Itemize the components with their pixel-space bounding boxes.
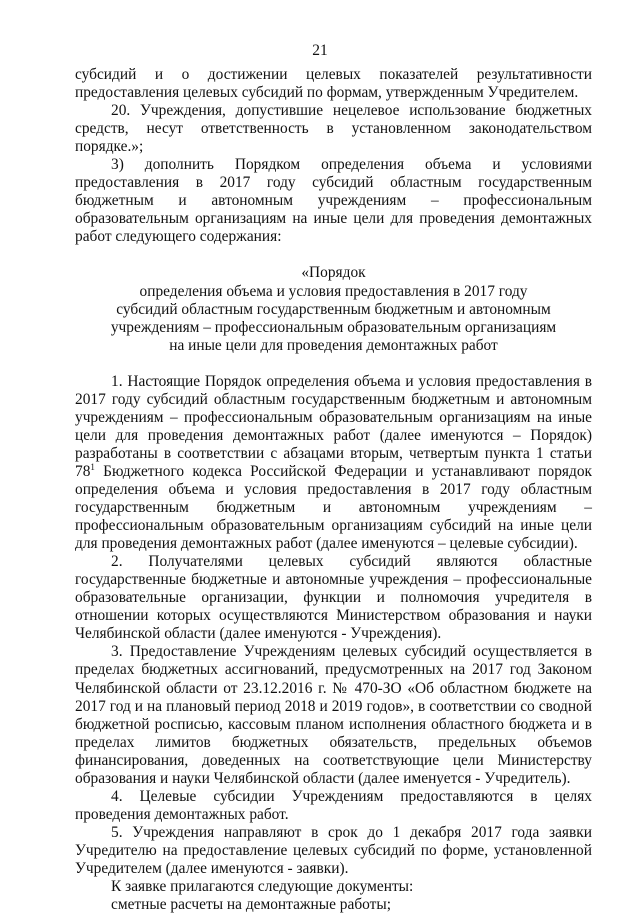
title-line-3: субсидий областным государственным бюджетным и автономным [116, 300, 551, 318]
title-line-1: «Порядок [301, 264, 366, 282]
title-line-2: определения объема и условия предоставления в 2017 году [139, 282, 528, 300]
paragraph-attachment-1: сметные расчеты на демонтажные работы; [111, 896, 391, 914]
paragraph-item-5: 5. Учреждения направляют в срок до 1 декабря 2017 года заявки Учредителю на предоставление целевых субсидий по форме, установленной Учредителем (далее именуются - заявки). [75, 823, 592, 877]
page-number: 21 [312, 42, 328, 59]
paragraph-item-1 [75, 373, 592, 553]
paragraph-amendment-3: 3) дополнить Порядком определения объема и условиями предоставления в 2017 году субсидий областным государственным бюджетным и автономным учреждениям – профессиональным образовательным организациям на иные цели для проведения демонтажных работ следующего содержания: [75, 156, 592, 246]
paragraph-continuation: субсидий и о достижении целевых показателей результативности предоставления целевых субсидий по формам, утвержденным Учредителем. [75, 66, 592, 102]
paragraph-item-20: 20. Учреждения, допустившие нецелевое использование бюджетных средств, несут ответственность в установленном законодательством порядке.»; [75, 102, 592, 156]
spacer [75, 355, 592, 373]
paragraph-item-2: 2. Получателями целевых субсидий являются областные государственные бюджетные и автономные учреждения – профессиональные образовательные организации, функции и полномочия учредителя в отношении которых осуществляются Министерством образования и науки Челябинской области (далее именуются - Учреждения). [75, 553, 592, 643]
paragraph-item-4: 4. Целевые субсидии Учреждениям предоставляются в целях проведения демонтажных работ. [75, 787, 592, 823]
article-superscript: 1 [90, 461, 95, 472]
document-body [75, 66, 592, 914]
spacer [75, 246, 592, 264]
paragraph-attachments-intro: К заявке прилагаются следующие документы: [111, 878, 414, 896]
paragraph-item-3: 3. Предоставление Учреждениям целевых субсидий осуществляется в пределах бюджетных ассигнований, предусмотренных на 2017 год Законом Челябинской области от 23.12.2016 г. № 470-ЗО «Об областном бюджете на 2017 год и на плановый период 2018 и 2019 годов», в соответствии со сводной бюджетной росписью, кассовым планом исполнения областного бюджета и в пределах лимитов бюджетных обязательств, предельных объемов финансирования, доведенных на соответствующие цели Министерству образования и науки Челябинской области (далее именуется - Учредитель). [75, 643, 592, 787]
title-line-4: учреждениям – профессиональным образовательным организациям [110, 318, 557, 336]
item-1-text-start: 1. Настоящие Порядок определения объема и условия предоставления в 2017 году субсидий областным государственным бюджетным и автономным учреждениям – профессиональным образовательным организациям на иные цели для проведения демонтажных работ (далее именуются – Порядок) разработаны в соответствии с абзацами вторым, четвертым пункта 1 статьи 78 [75, 372, 592, 480]
title-line-5: на иные цели для проведения демонтажных работ [169, 336, 498, 354]
item-1-text-end: Бюджетного кодекса Российской Федерации и устанавливают порядок определения объема и условия предоставления в 2017 году областным государственным бюджетным и автономным учреждениям – профессиональным образовательным организациям субсидий на иные цели для проведения демонтажных работ (далее именуются – целевые субсидии). [75, 462, 592, 553]
procedure-title [75, 264, 592, 354]
